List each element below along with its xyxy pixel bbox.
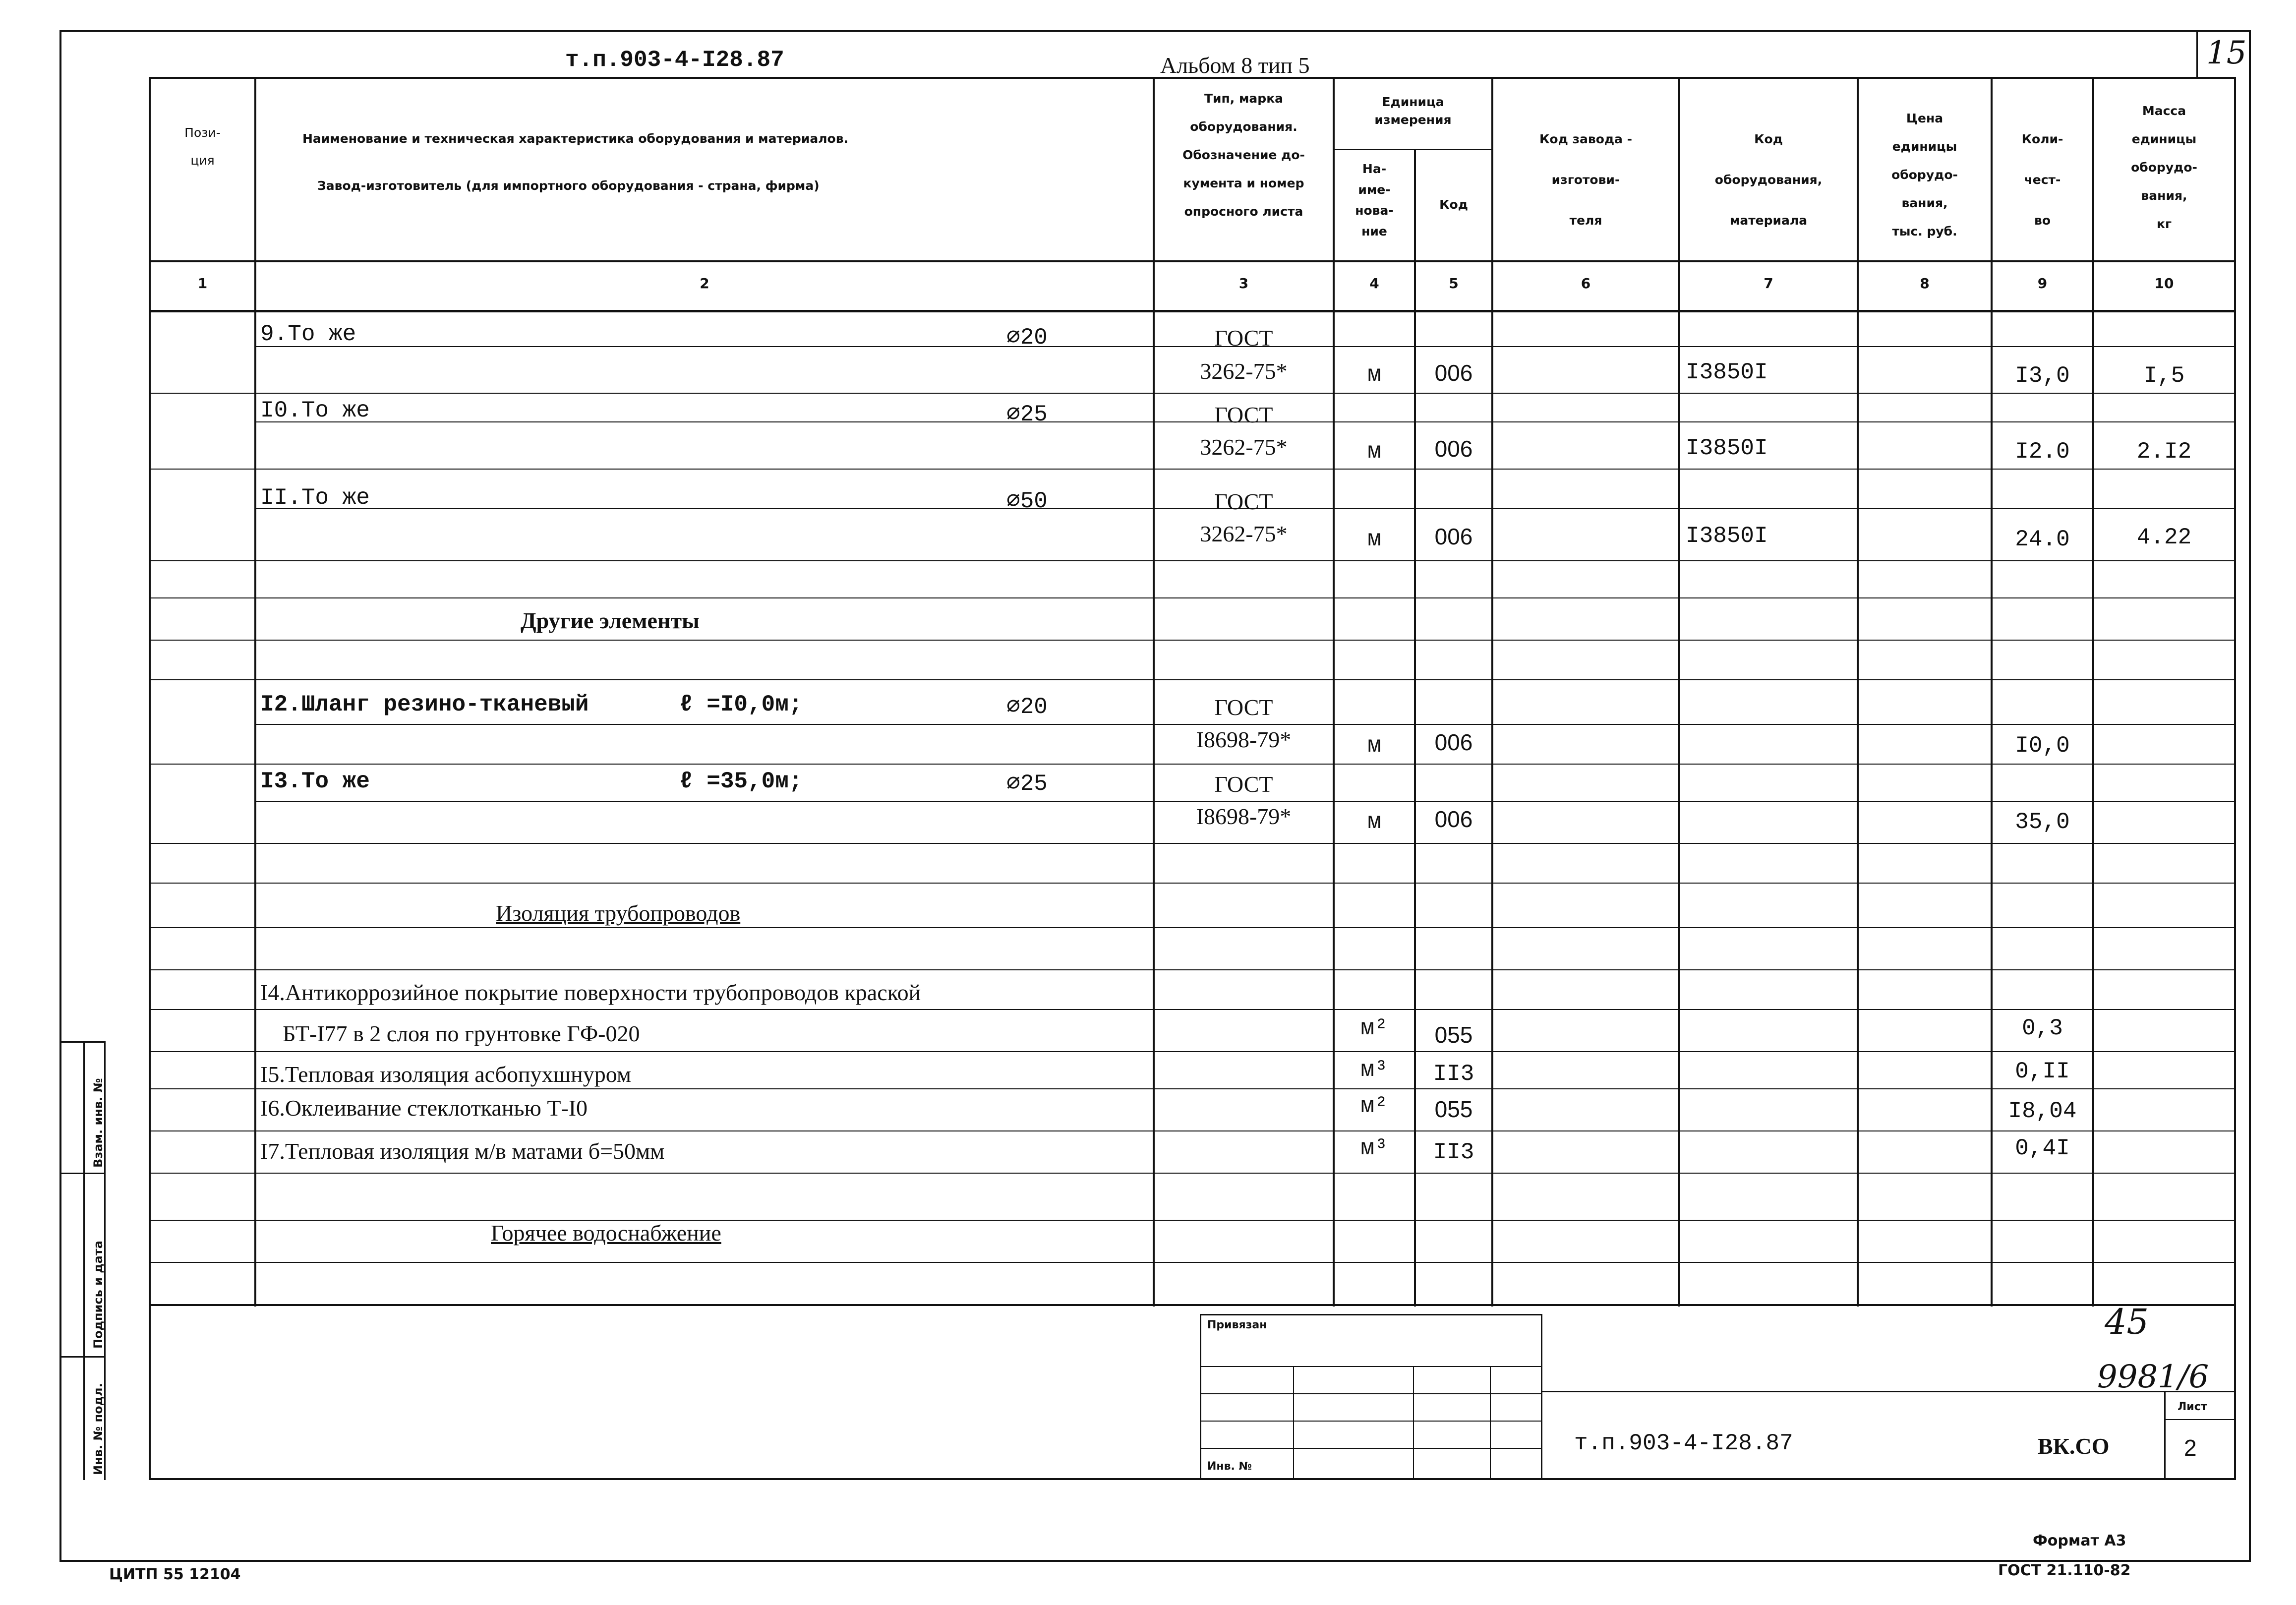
col-number-1: 1 — [197, 275, 208, 292]
row-line — [149, 469, 2236, 470]
handwritten-inventory: 9981/6 — [2097, 1359, 2209, 1395]
row-11-unit: м — [1367, 527, 1381, 552]
row-14-qty: 0,3 — [2022, 1015, 2063, 1041]
header-row-divider — [149, 260, 2236, 262]
row-13-diameter: ∅25 — [1006, 771, 1048, 797]
side-strip-left — [61, 1041, 104, 1043]
row-line — [149, 560, 2236, 561]
section-other-elements: Другие элементы — [521, 608, 700, 633]
row-16-unit: м² — [1360, 1093, 1388, 1119]
col-header-unit-code: Код — [1439, 197, 1468, 212]
corner-box-left — [2196, 32, 2198, 79]
col-number-6: 6 — [1581, 275, 1591, 292]
stamp-col — [1413, 1366, 1414, 1480]
row-line — [149, 883, 2236, 884]
col-header-position: Пози- ция — [184, 125, 221, 168]
footer-format: Формат А3 — [2033, 1532, 2126, 1549]
row-line — [149, 927, 2236, 928]
row-13-std1: ГОСТ — [1214, 772, 1273, 797]
row-15-unit: м³ — [1360, 1057, 1388, 1083]
col-line-9 — [2092, 77, 2094, 1307]
row-14-code: 055 — [1434, 1022, 1473, 1048]
col-line-1 — [254, 77, 256, 1307]
stamp-top — [1200, 1314, 1542, 1315]
number-row-divider — [149, 310, 2236, 312]
row-16-code: 055 — [1434, 1096, 1473, 1122]
row-11-code: 006 — [1434, 524, 1473, 549]
sheet-label: Лист — [2178, 1401, 2207, 1413]
row-line — [254, 724, 2236, 725]
row-9-mass: I,5 — [2143, 363, 2185, 389]
row-11-std2: 3262-75* — [1200, 521, 1288, 546]
row-9-std1: ГОСТ — [1214, 325, 1273, 351]
col-line-2 — [1153, 77, 1155, 1307]
row-line — [149, 679, 2236, 680]
handwritten-45: 45 — [2105, 1302, 2149, 1342]
col-header-mass: Масса единицы оборудо- вания, кг — [2131, 104, 2197, 231]
row-9-unit: м — [1367, 362, 1381, 388]
sheet-box-row — [2164, 1419, 2236, 1420]
row-12-unit: м — [1367, 733, 1381, 759]
col-header-name-line1: Наименование и техническая характеристика оборудования и материалов. — [302, 131, 849, 146]
row-line — [149, 969, 2236, 970]
stamp-right — [1541, 1314, 1542, 1480]
side-label-inv-podl: Инв. № подл. — [91, 1383, 105, 1475]
stamp-col — [1490, 1366, 1491, 1480]
row-13-name: I3.То же — [260, 769, 370, 794]
row-15-name: I5.Тепловая изоляция асбопухшнуром — [260, 1062, 631, 1087]
row-14-unit: м² — [1360, 1015, 1388, 1041]
row-17-code: II3 — [1433, 1139, 1474, 1165]
row-10-material: I3850I — [1686, 435, 1768, 461]
col-line-6 — [1678, 77, 1680, 1307]
col-header-unit-name: На- име- нова- ние — [1355, 162, 1394, 238]
row-10-name: I0.То же — [260, 398, 370, 423]
row-12-std1: ГОСТ — [1214, 695, 1273, 720]
row-13-unit: м — [1367, 809, 1381, 835]
row-line — [149, 1009, 2236, 1010]
side-strip-div — [61, 1173, 104, 1174]
row-line — [149, 1130, 2236, 1131]
outer-frame-bottom — [59, 1560, 2251, 1562]
col-number-4: 4 — [1369, 275, 1379, 292]
title-doc-ref: т.п.903-4-I28.87 — [1574, 1430, 1793, 1456]
col-header-quantity: Коли- чест- во — [2021, 132, 2063, 228]
row-10-std2: 3262-75* — [1200, 434, 1288, 460]
col-header-name-line2: Завод-изготовитель (для импортного оборудования - страна, фирма) — [317, 178, 820, 193]
row-line — [149, 1220, 2236, 1221]
col-line-7 — [1857, 77, 1859, 1307]
side-label-vzam: Взам. инв. № — [91, 1078, 105, 1168]
row-11-qty: 24.0 — [2015, 527, 2070, 552]
row-11-name: II.То же — [260, 485, 370, 511]
row-line — [149, 1051, 2236, 1052]
row-14-name-line2: БТ-I77 в 2 слоя по грунтовке ГФ-020 — [283, 1021, 640, 1046]
section-hot-water: Горячее водоснабжение — [491, 1220, 721, 1246]
row-line — [149, 640, 2236, 641]
row-9-name: 9.То же — [260, 321, 356, 347]
row-line — [149, 1262, 2236, 1263]
col-number-5: 5 — [1449, 275, 1459, 292]
stamp-left — [1200, 1314, 1201, 1480]
row-10-diameter: ∅25 — [1006, 402, 1048, 427]
row-9-diameter: ∅20 — [1006, 325, 1048, 351]
row-13-std2: I8698-79* — [1196, 804, 1292, 829]
row-13-code: 006 — [1434, 806, 1473, 832]
row-13-length: ℓ =35,0м; — [679, 769, 803, 794]
col-line-4 — [1414, 149, 1416, 1307]
outer-frame-left — [59, 30, 61, 1562]
row-9-qty: I3,0 — [2015, 363, 2070, 389]
stamp-inv-no: Инв. № — [1207, 1460, 1252, 1473]
col-header-price: Цена единицы оборудо- вания, тыс. руб. — [1891, 111, 1958, 238]
col-number-7: 7 — [1764, 275, 1773, 292]
side-strip-mid — [83, 1041, 85, 1480]
title-block-top — [149, 1304, 2236, 1306]
row-line — [149, 393, 2236, 394]
row-15-code: II3 — [1433, 1061, 1474, 1087]
row-line — [149, 1088, 2236, 1089]
row-12-diameter: ∅20 — [1006, 694, 1048, 720]
col-number-9: 9 — [2037, 275, 2048, 292]
col-line-3 — [1333, 77, 1335, 1307]
row-11-std1: ГОСТ — [1214, 489, 1273, 514]
page-corner-number: 15 — [2206, 35, 2247, 71]
side-strip-div — [61, 1356, 104, 1358]
col-header-factory-code: Код завода - изготови- теля — [1539, 132, 1633, 228]
inner-frame-right — [2234, 77, 2236, 1480]
col-number-3: 3 — [1238, 275, 1249, 292]
stamp-privyazan: Привязан — [1207, 1319, 1267, 1331]
side-label-podpis: Подпись и дата — [91, 1241, 105, 1349]
outer-frame-right — [2249, 30, 2251, 1562]
row-14-name-line1: I4.Антикоррозийное покрытие поверхности трубопроводов краской — [260, 980, 921, 1005]
col-number-2: 2 — [700, 275, 709, 292]
row-9-material: I3850I — [1686, 359, 1768, 385]
row-12-qty: I0,0 — [2015, 733, 2070, 759]
row-12-code: 006 — [1434, 729, 1473, 755]
inner-frame-bottom — [149, 1478, 2236, 1480]
row-10-qty: I2.0 — [2015, 439, 2070, 465]
row-line — [254, 801, 2236, 802]
col-line-5 — [1491, 77, 1493, 1307]
row-16-qty: I8,04 — [2008, 1098, 2077, 1124]
row-12-std2: I8698-79* — [1196, 727, 1292, 752]
col-header-equipment-code: Код оборудования, материала — [1714, 132, 1823, 228]
row-10-std1: ГОСТ — [1214, 402, 1273, 427]
row-9-code: 006 — [1434, 360, 1473, 386]
row-9-std2: 3262-75* — [1200, 358, 1288, 384]
row-11-material: I3850I — [1686, 523, 1768, 549]
row-line — [149, 764, 2236, 765]
stamp-col — [1293, 1366, 1294, 1480]
row-16-name: I6.Оклеивание стеклотканью Т-I0 — [260, 1095, 588, 1121]
row-10-unit: м — [1367, 439, 1381, 465]
sheet-number: 2 — [2184, 1435, 2197, 1461]
col-header-unit-group: Единица измерения — [1374, 95, 1452, 127]
row-line — [149, 1173, 2236, 1174]
row-13-qty: 35,0 — [2015, 809, 2070, 835]
row-12-name: I2.Шланг резино-тканевый — [260, 692, 589, 717]
row-10-code: 006 — [1434, 436, 1473, 462]
doc-ref-top: т.п.903-4-I28.87 — [565, 47, 784, 73]
row-17-unit: м³ — [1360, 1135, 1388, 1161]
section-insulation: Изоляция трубопроводов — [496, 900, 741, 926]
unit-subheader-divider — [1333, 149, 1491, 150]
outer-frame-top — [59, 30, 2251, 32]
row-line — [149, 597, 2236, 598]
footer-gost: ГОСТ 21.110-82 — [1998, 1562, 2131, 1579]
row-15-qty: 0,II — [2015, 1059, 2070, 1084]
row-17-qty: 0,4I — [2015, 1135, 2070, 1161]
sheet-box-left — [2164, 1391, 2166, 1480]
col-number-10: 10 — [2154, 275, 2174, 292]
title-code: ВК.СО — [2038, 1433, 2110, 1459]
row-11-mass: 4.22 — [2136, 525, 2192, 550]
col-number-8: 8 — [1920, 275, 1930, 292]
row-12-length: ℓ =I0,0м; — [679, 692, 803, 717]
album-title: Альбом 8 тип 5 — [1160, 53, 1310, 78]
footer-left: ЦИТП 55 12104 — [109, 1566, 241, 1583]
row-10-mass: 2.I2 — [2136, 439, 2192, 465]
row-11-diameter: ∅50 — [1006, 488, 1048, 514]
row-line — [149, 843, 2236, 844]
row-17-name: I7.Тепловая изоляция м/в матами б=50мм — [260, 1138, 665, 1164]
col-header-type: Тип, марка оборудования. Обозначение до- кумента и номер опросного листа — [1182, 91, 1305, 219]
